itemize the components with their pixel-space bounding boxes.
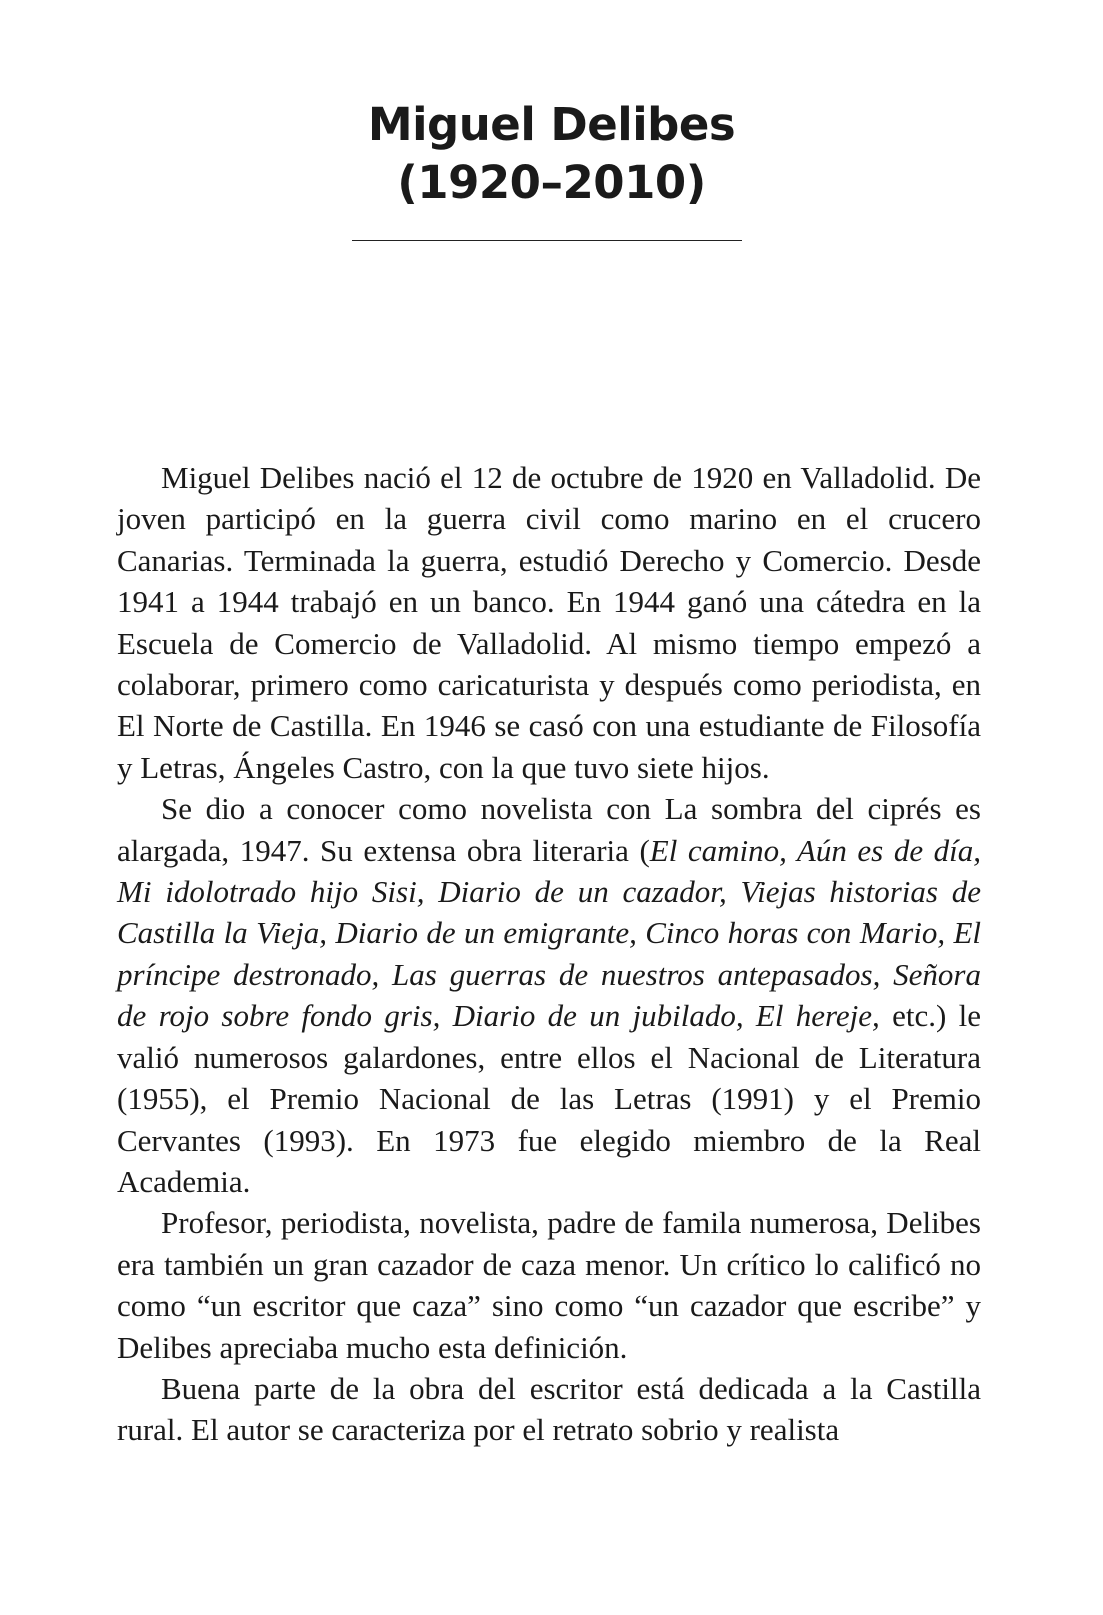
paragraph-hunter: Profesor, periodista, novelista, padre de famila numerosa, Delibes era también un gran cazador de caza menor. Un crítico lo calificó no como “un escritor que caza” sino como “un cazador que escribe” y Delibes apreciaba mucho esta definición. bbox=[117, 1205, 981, 1365]
awards-text: etc.) le valió numerosos galardones, entre ellos el Nacional de Literatura (1955), el Premio Nacional de las Letras (1991) y el Premio Cervantes (1993). En 1973 fue elegido miembro de la Real Academia. bbox=[117, 998, 981, 1199]
paragraph-works-awards bbox=[117, 788, 981, 1202]
works-titles-list: El camino, Aún es de día, Mi idolotrado hijo Sisi, Diario de un cazador, Viejas historias de Castilla la Vieja, Diario de un emigrante, Cinco horas con Mario, El príncipe destronado, Las guerras de nuestros antepasados, Señora de rojo sobre fondo gris, Diario de un jubilado, El hereje, bbox=[117, 832, 982, 1034]
paragraph-rural-castile: Buena parte de la obra del escritor está dedicada a la Castilla rural. El autor se caracteriza por el retrato sobrio y realista bbox=[117, 1370, 981, 1448]
chapter-heading bbox=[0, 96, 1103, 212]
works-intro-text: Se dio a conocer como novelista con La sombra del ciprés es alargada, 1947. Su extensa obra literaria ( bbox=[117, 791, 981, 868]
heading-divider bbox=[352, 240, 742, 241]
author-lifespan-title: (1920–2010) bbox=[397, 156, 706, 209]
paragraph-birth-career: Miguel Delibes nació el 12 de octubre de 1920 en Valladolid. De joven participó en la guerra civil como marino en el crucero Canarias. Terminada la guerra, estudió Derecho y Comercio. Desde 1941 a 1944 trabajó en un banco. En 1944 ganó una cátedra en la Escuela de Comercio de Valladolid. Al mismo tiempo empezó a colaborar, primero como caricaturista y después como periodista, en El Norte de Castilla. En 1946 se casó con una estudiante de Filosofía y Letras, Ángeles Castro, con la que tuvo siete hijos. bbox=[117, 460, 981, 785]
author-name-title: Miguel Delibes bbox=[367, 98, 736, 151]
biography-text bbox=[117, 457, 981, 1451]
